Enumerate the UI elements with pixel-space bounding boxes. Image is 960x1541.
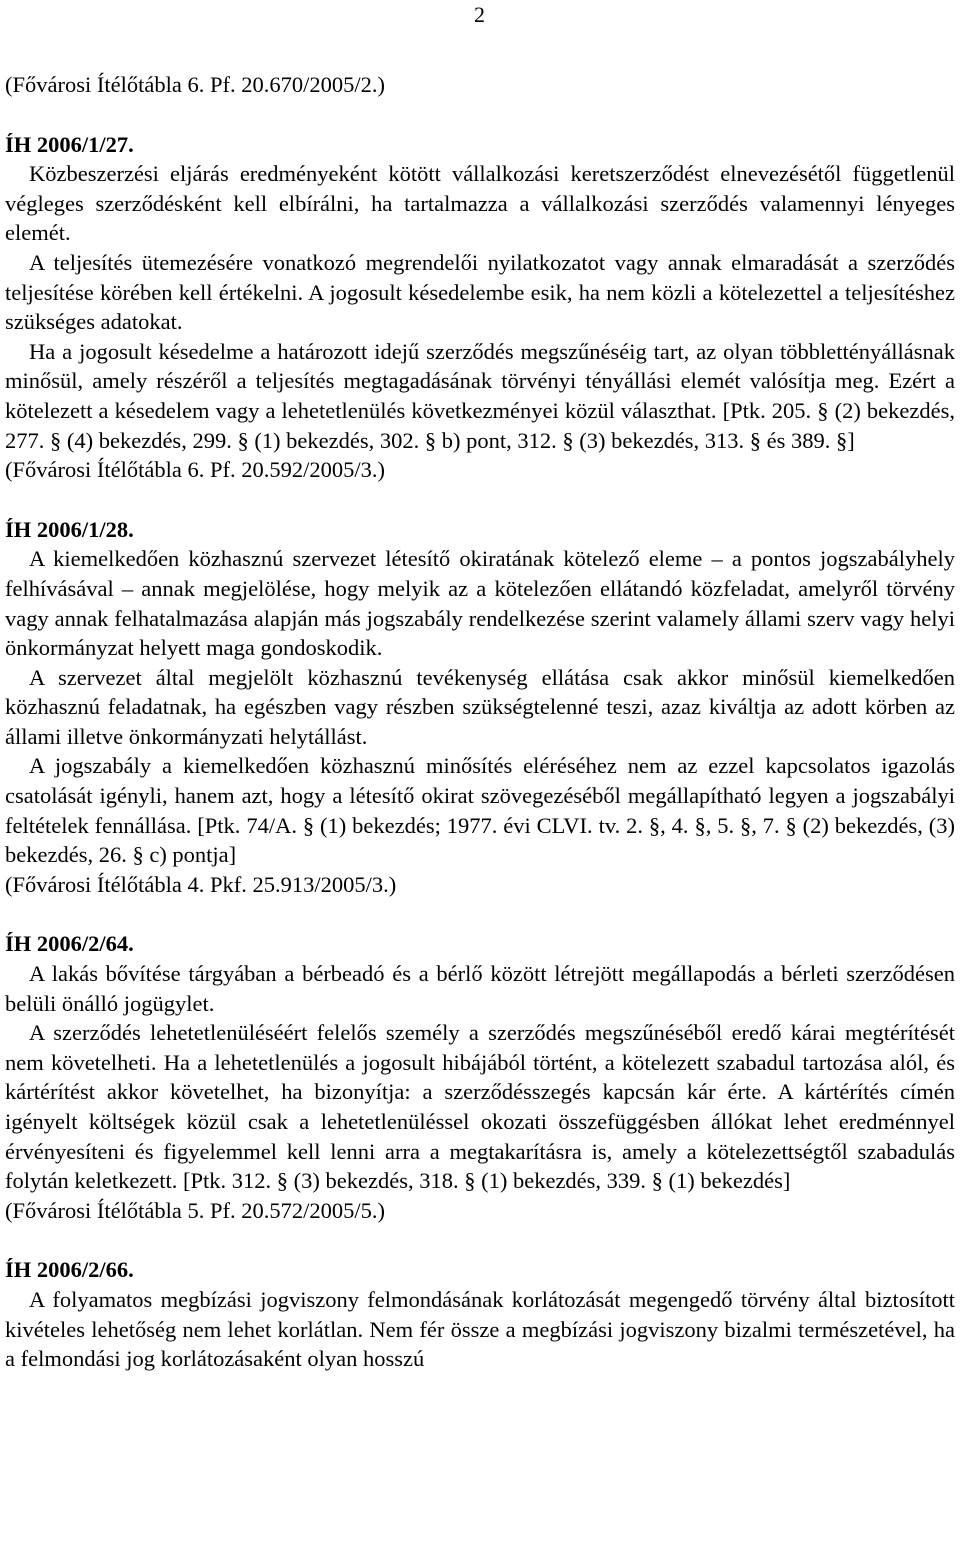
decision-heading: ÍH 2006/1/28. [5, 516, 134, 542]
decision-paragraph: A teljesítés ütemezésére vonatkozó megrendelői nyilatkozatot vagy annak elmaradását a szerződés teljesítése körében kell értékelni. A jogosult késedelembe esik, ha nem közli a kötelezettel a teljesítéshez szükséges adatokat. [5, 249, 955, 335]
decision-paragraph: A lakás bővítése tárgyában a bérbeadó és a bérlő között létrejött megállapodás a bérleti szerződésen belüli önálló jogügylet. [5, 961, 955, 1016]
decision-heading: ÍH 2006/1/27. [5, 131, 134, 157]
source-reference: (Fővárosi Ítélőtábla 5. Pf. 20.572/2005/5.) [5, 1197, 385, 1223]
decision-heading: ÍH 2006/2/64. [5, 931, 134, 957]
decision-paragraph: Ha a jogosult késedelme a határozott idejű szerződés megszűnéséig tart, az olyan többlettényállásnak minősül, amely részéről a teljesítés megtagadásának törvényi tényállási elemét valósítja meg. Ezért a kötelezett a késedelem vagy a lehetetlenülés következményei közül választhat. [Ptk. 205. § (2) bekezdés, 277. § (4) bekezdés, 299. § (1) bekezdés, 302. § b) pont, 312. § (3) bekezdés, 313. § és 389. §] [5, 338, 955, 453]
document-body [5, 70, 955, 1374]
source-reference: (Fővárosi Ítélőtábla 4. Pkf. 25.913/2005/3.) [5, 871, 397, 897]
page-number: 2 [474, 2, 485, 27]
decision-paragraph: Közbeszerzési eljárás eredményeként kötött vállalkozási keretszerződést elnevezésétől függetlenül végleges szerződésként kell elbírálni, ha tartalmazza a vállalkozási szerződés valamennyi lényeges elemét. [5, 161, 955, 246]
decision-paragraph: A kiemelkedően közhasznú szervezet létesítő okiratának kötelező eleme – a pontos jogszabályhely felhívásával – annak megjelölése, hogy melyik az a kötelezően ellátandó közfeladat, amelyről törvény vagy annak felhatalmazása alapján más jogszabály rendelkezése szerint valamely állami szerv vagy helyi önkormányzat helyett maga gondoskodik. [5, 546, 955, 661]
decision-paragraph: A jogszabály a kiemelkedően közhasznú minősítés eléréséhez nem az ezzel kapcsolatos igazolás csatolását igényli, hanem azt, hogy a létesítő okirat szövegezéséből megállapítható legyen a jogszabályi feltételek fennállása. [Ptk. 74/A. § (1) bekezdés; 1977. évi CLVI. tv. 2. §, 4. §, 5. §, 7. § (2) bekezdés, (3) bekezdés, 26. § c) pontja] [5, 753, 955, 868]
decision-heading: ÍH 2006/2/66. [5, 1257, 134, 1283]
decision-paragraph: A szervezet által megjelölt közhasznú tevékenység ellátása csak akkor minősül kiemelkedően közhasznú feladatnak, ha egészben vagy részben szükségtelenné teszi, azaz kiváltja az adott körben az állami illetve önkormányzati helytállást. [5, 664, 955, 749]
source-reference: (Fővárosi Ítélőtábla 6. Pf. 20.592/2005/3.) [5, 457, 385, 483]
decision-paragraph: A folyamatos megbízási jogviszony felmondásának korlátozását megengedő törvény által biztosított kivételes lehetőség nem lehet korlátlan. Nem fér össze a megbízási jogviszony bizalmi természetével, ha a felmondási jog korlátozásaként olyan hosszú [5, 1286, 955, 1372]
decision-paragraph: A szerződés lehetetlenüléséért felelős személy a szerződés megszűnéséből eredő kárai megtérítését nem követelheti. Ha a lehetetlenülés a jogosult hibájából történt, a kötelezett szabadul tartozása alól, és kártérítést akkor követelhet, ha bizonyítja: a szerződésszegés kapcsán kár érte. A kártérítés címén igényelt költségek közül csak a lehetetlenüléssel okozati összefüggésben állókat lehet eredménnyel érvényesíteni és figyelemmel kell lenni arra a megtakarításra is, amely a kötelezettségtől szabadulás folytán keletkezett. [Ptk. 312. § (3) bekezdés, 318. § (1) bekezdés, 339. § (1) bekezdés] [5, 1020, 955, 1194]
source-reference-previous: (Fővárosi Ítélőtábla 6. Pf. 20.670/2005/2.) [5, 72, 385, 97]
